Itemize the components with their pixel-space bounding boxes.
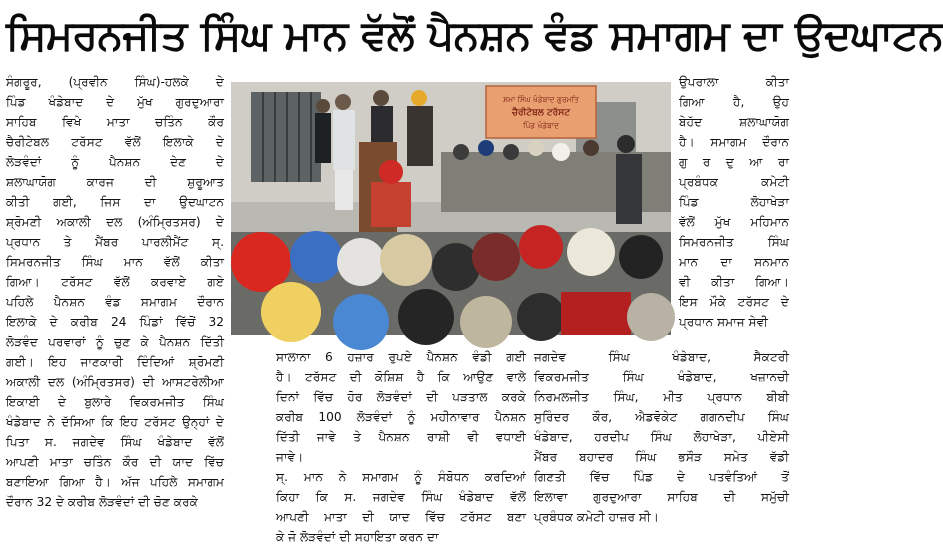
article-line: ਪਹਿਲੇ ਪੈਨਸ਼ਨ ਵੰਡ ਸਮਾਗਮ ਦੌਰਾਨ [6,295,224,309]
article-line: ਪ੍ਰਧਾਨ ਸਮਾਜ ਸੇਵੀ [679,315,768,329]
article-line: ਸ਼ਲਾਘਾਯੋਗ ਕਾਰਜ ਦੀ ਸ਼ੁਰੂਆਤ [6,175,224,189]
article-line: ਉਪਰਾਲਾ ਕੀਤਾ [679,75,789,89]
article-column-4 [679,72,789,332]
article-line: ਬਣਾਇਆ ਗਿਆ ਹੈ। ਅੱਜ ਪਹਿਲੇ ਸਮਾਗਮ [6,475,224,489]
article-line: ਦਿੱਤੀ ਜਾਵੇ ਤੇ ਪੈਨਸ਼ਨ ਰਾਸ਼ੀ ਵੀ ਵਧਾਈ [276,430,526,444]
article-line: ਖੰਡੇਬਾਦ, ਹਰਦੀਪ ਸਿੰਘ ਲੋਹਾਖੇੜਾ, ਪੀਏਸੀ [534,430,789,444]
article-line: ਪਿਤਾ ਸ. ਜਗਦੇਵ ਸਿੰਘ ਖੰਡੇਬਾਦ ਵੱਲੋਂ [6,435,224,449]
event-photo-illustration [231,82,671,335]
article-line: ਬੇਹੱਦ ਸ਼ਲਾਘਾਯੋਗ [679,115,789,129]
article-column-3 [534,347,789,527]
article-line: ਜਗਦੇਵ ਸਿੰਘ ਖੰਡੇਬਾਦ, ਸੈਕਟਰੀ [534,350,789,364]
article-line: ਦੌਰਾਨ 32 ਦੇ ਕਰੀਬ ਲੋੜਵੰਦਾਂ ਦੀ ਚੋਣ ਕਰਕੇ [6,495,198,509]
article-line: ਆਪਣੀ ਮਾਤਾ ਦੀ ਯਾਦ ਵਿੱਚ ਟਰੱਸਟ ਬਣਾ [276,510,526,524]
article-line: ਸਿਮਰਨਜੀਤ ਸਿੰਘ ਮਾਨ ਵੱਲੋਂ ਕੀਤਾ [6,255,224,269]
article-line: ਗੁ ਰ ਦੁ ਆ ਰਾ [679,155,789,169]
article-line: ਸਾਹਿਬ ਵਿਖੇ ਮਾਤਾ ਚਤਿੰਨ ਕੌਰ [6,115,224,129]
article-line: ਪ੍ਰਬੰਧਕ ਕਮੇਟੀ [679,175,789,189]
article-column-1 [6,72,224,512]
article-line: ਪਿੰਡ ਲੋਹਾਖੇੜਾ [679,195,789,209]
banner-line-3: ਪਿੰਡ ਖੰਡੇਬਾਦ [523,121,559,130]
article-line: ਵੀ ਕੀਤਾ ਗਿਆ। [679,275,789,289]
article-line: ਕਰੀਬ 100 ਲੋੜਵੰਦਾਂ ਨੂੰ ਮਹੀਨਾਵਾਰ ਪੈਨਸ਼ਨ [276,410,526,424]
article-line: ਇਕਾਈ ਦੇ ਬੁਲਾਰੇ ਵਿਕਰਮਜੀਤ ਸਿੰਘ [6,395,224,409]
article-line: ਗਈ। ਇਹ ਜਾਣਕਾਰੀ ਦਿੰਦਿਆਂ ਸ਼੍ਰੋਮਣੀ [6,355,224,369]
banner-line-1: ਸ਼ਮਾ ਸਿੰਘ ਖੰਡੇਬਾਦ ਗੁਰਮਤਿ [503,95,579,104]
article-line: ਕੀਤੀ ਗਈ, ਜਿਸ ਦਾ ਉਦਘਾਟਨ [6,195,224,209]
article-line: ਸ੍. ਮਾਨ ਨੇ ਸਮਾਗਮ ਨੂੰ ਸੰਬੋਧਨ ਕਰਦਿਆਂ [276,470,526,484]
article-line: ਨਿਰਮਲਜੀਤ ਸਿੰਘ, ਮੀਤ ਪ੍ਰਧਾਨ ਬੀਬੀ [534,390,789,404]
article-line: ਗਿਆ ਹੈ, ਉਹ [679,95,789,109]
article-line: ਪ੍ਰਧਾਨ ਤੇ ਮੈਂਬਰ ਪਾਰਲੀਮੈਂਟ ਸ੍. [6,235,224,249]
article-line: ਸ਼੍ਰੋਮਣੀ ਅਕਾਲੀ ਦਲ (ਅੰਮ੍ਰਿਤਸਰ) ਦੇ [6,215,224,229]
article-line: ਸਾਲਾਨਾ 6 ਹਜ਼ਾਰ ਰੁਪਏ ਪੈਨਸ਼ਨ ਵੰਡੀ ਗਈ [276,350,526,364]
article-line: ਕਿਹਾ ਕਿ ਸ. ਜਗਦੇਵ ਸਿੰਘ ਖੰਡੇਬਾਦ ਵੱਲੋਂ [276,490,526,504]
article-line: ਲੋੜਵੰਦਾਂ ਨੂੰ ਪੈਨਸ਼ਨ ਦੇਣ ਦੇ [6,155,224,169]
article-line: ਦਿਨਾਂ ਵਿੱਚ ਹੋਰ ਲੋੜਵੰਦਾਂ ਦੀ ਪੜਤਾਲ ਕਰਕੇ [276,390,526,404]
article-line: ਅਕਾਲੀ ਦਲ (ਅੰਮ੍ਰਿਤਸਰ) ਦੀ ਆਸਟਰੇਲੀਆ [6,375,224,389]
article-line: ਚੈਰੀਟੇਬਲ ਟਰੱਸਟ ਵੱਲੋਂ ਇਲਾਕੇ ਦੇ [6,135,224,149]
article-line: ਕੇ ਜੋ ਲੋੜਵੰਦਾਂ ਦੀ ਸਹਾਇਤਾ ਕਰਨ ਦਾ [276,530,439,544]
article-line: ਇਲਾਵਾ ਗੁਰਦੁਆਰਾ ਸਾਹਿਬ ਦੀ ਸਮੁੱਚੀ [534,490,789,504]
article-line: ਇਸ ਮੌਕੇ ਟਰੱਸਟ ਦੇ [679,295,789,309]
article-line: ਸੰਗਰੂਰ, (ਪ੍ਰਵੀਨ ਸਿੰਘ)-ਹਲਕੇ ਦੇ [6,75,224,89]
article-line: ਮੈਂਬਰ ਬਹਾਦਰ ਸਿੰਘ ਭਸੌੜ ਸਮੇਤ ਵੱਡੀ [534,450,789,464]
article-line: ਜਾਵੇ। [276,450,304,464]
article-line: ਇਲਾਕੇ ਦੇ ਕਰੀਬ 24 ਪਿੰਡਾਂ ਵਿੱਚੋਂ 32 [6,315,224,329]
headline: ਸਿਮਰਨਜੀਤ ਸਿੰਘ ਮਾਨ ਵੱਲੋਂ ਪੈਨਸ਼ਨ ਵੰਡ ਸਮਾਗਮ ਦਾ ਉਦਘਾਟਨ [6,11,943,59]
audience [231,225,675,350]
article-column-2 [276,347,526,547]
article-line: ਸੁਰਿੰਦਰ ਕੌਰ, ਐਡਵੋਕੇਟ ਗਗਨਦੀਪ ਸਿੰਘ [534,410,789,424]
article-line: ਹੈ। ਸਮਾਗਮ ਦੌਰਾਨ [679,135,789,149]
article-line: ਸਿਮਰਨਜੀਤ ਸਿੰਘ [679,235,789,249]
article-line: ਪ੍ਰਬੰਧਕ ਕਮੇਟੀ ਹਾਜ਼ਰ ਸੀ। [534,510,659,524]
event-photo [231,82,671,335]
article-line: ਹੈ। ਟਰੱਸਟ ਦੀ ਕੋਸ਼ਿਸ਼ ਹੈ ਕਿ ਆਉਣ ਵਾਲੇ [276,370,526,384]
article-line: ਮਾਨ ਦਾ ਸਨਮਾਨ [679,255,789,269]
article-line: ਵੱਲੋਂ ਮੁੱਖ ਮਹਿਮਾਨ [679,215,789,229]
article-line: ਆਪਣੀ ਮਾਤਾ ਚਤਿੰਨ ਕੌਰ ਦੀ ਯਾਦ ਵਿੱਚ [6,455,224,469]
article-line: ਗਿਆ। ਟਰੱਸਟ ਵੱਲੋਂ ਕਰਵਾਏ ਗਏ [6,275,224,289]
article-line: ਪਿੰਡ ਖੰਡੇਬਾਦ ਦੇ ਮੁੱਖ ਗੁਰਦੁਆਰਾ [6,95,224,109]
article-line: ਖੰਡੇਬਾਦ ਨੇ ਦੱਸਿਆ ਕਿ ਇਹ ਟਰੱਸਟ ਉਨ੍ਹਾਂ ਦੇ [6,415,224,429]
article-line: ਵਿਕਰਮਜੀਤ ਸਿੰਘ ਖੰਡੇਬਾਦ, ਖਜ਼ਾਨਚੀ [534,370,789,384]
banner-line-2: ਚੈਰੀਟੇਬਲ ਟਰੱਸਟ [511,108,571,118]
article-line: ਗਿਣਤੀ ਵਿੱਚ ਪਿੰਡ ਦੇ ਪਤਵੰਤਿਆਂ ਤੋਂ [534,470,789,484]
article-line: ਲੋੜਵੰਦ ਪਰਵਾਰਾਂ ਨੂੰ ਚੁਣ ਕੇ ਪੈਨਸ਼ਨ ਦਿੱਤੀ [6,335,224,349]
